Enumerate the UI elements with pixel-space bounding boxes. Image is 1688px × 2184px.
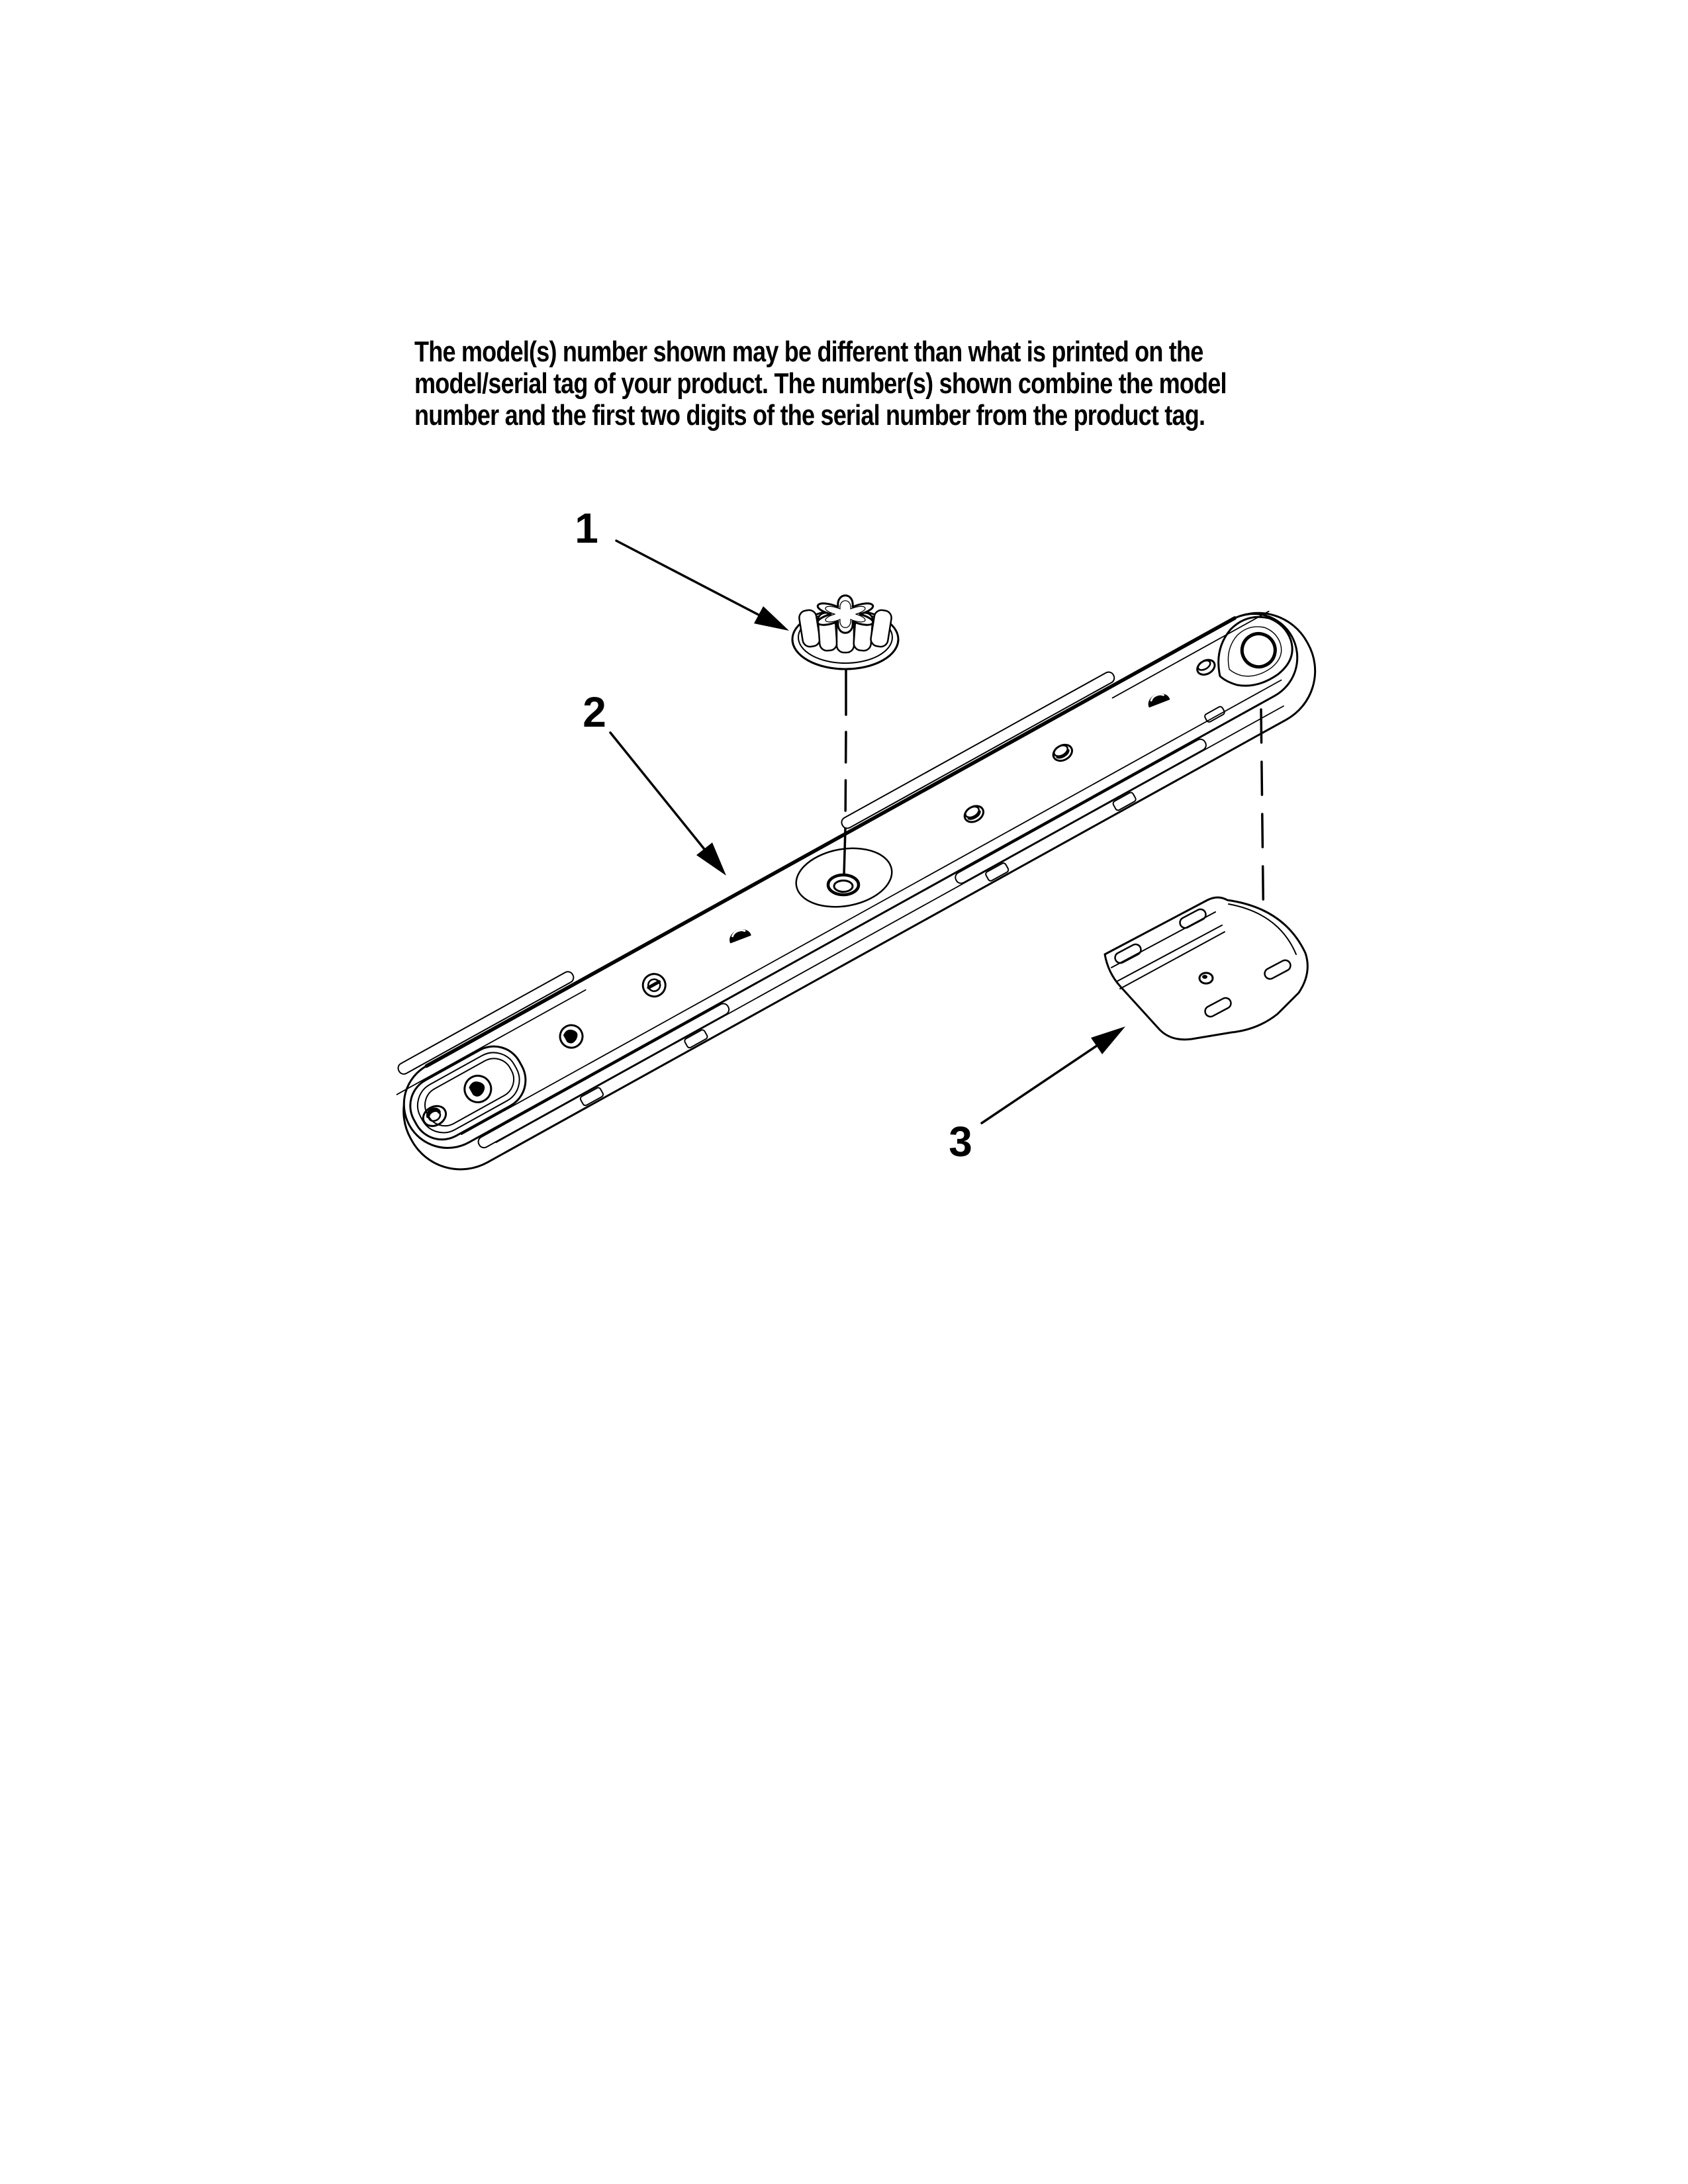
callout-2-label: 2 — [583, 688, 606, 736]
part-3-bracket-drawing — [1105, 897, 1307, 1040]
callout-2 — [583, 688, 726, 876]
spray-arm-rim-line-bottom — [461, 680, 1281, 1134]
note-line-1: The model(s) number shown may be different than what is printed on the — [414, 336, 1203, 368]
note-line-3: number and the first two digits of the serial number from the product tag. — [414, 399, 1205, 432]
callout-1-arrow-line — [616, 541, 759, 615]
callout-3-label: 3 — [949, 1118, 972, 1165]
note-line-2: model/serial tag of your product. The number(s) shown combine the model — [414, 367, 1227, 400]
centerline-arm-to-bracket — [1261, 709, 1264, 942]
part-1-cap-drawing — [792, 596, 898, 669]
callout-1 — [575, 504, 789, 631]
callout-2-arrowhead — [696, 842, 726, 876]
bracket-outline — [1105, 897, 1307, 1040]
spray-arm-top-edge — [426, 618, 1235, 1066]
callout-1-arrowhead — [754, 606, 789, 631]
callout-1-label: 1 — [575, 504, 598, 552]
bracket-center-hole-inner — [1202, 975, 1207, 979]
callout-3-arrowhead — [1091, 1026, 1125, 1054]
callout-3 — [949, 1026, 1125, 1165]
callout-2-arrow-line — [610, 733, 704, 849]
centerline-cap-to-hub — [844, 670, 846, 875]
callout-3-arrow-line — [982, 1046, 1097, 1123]
